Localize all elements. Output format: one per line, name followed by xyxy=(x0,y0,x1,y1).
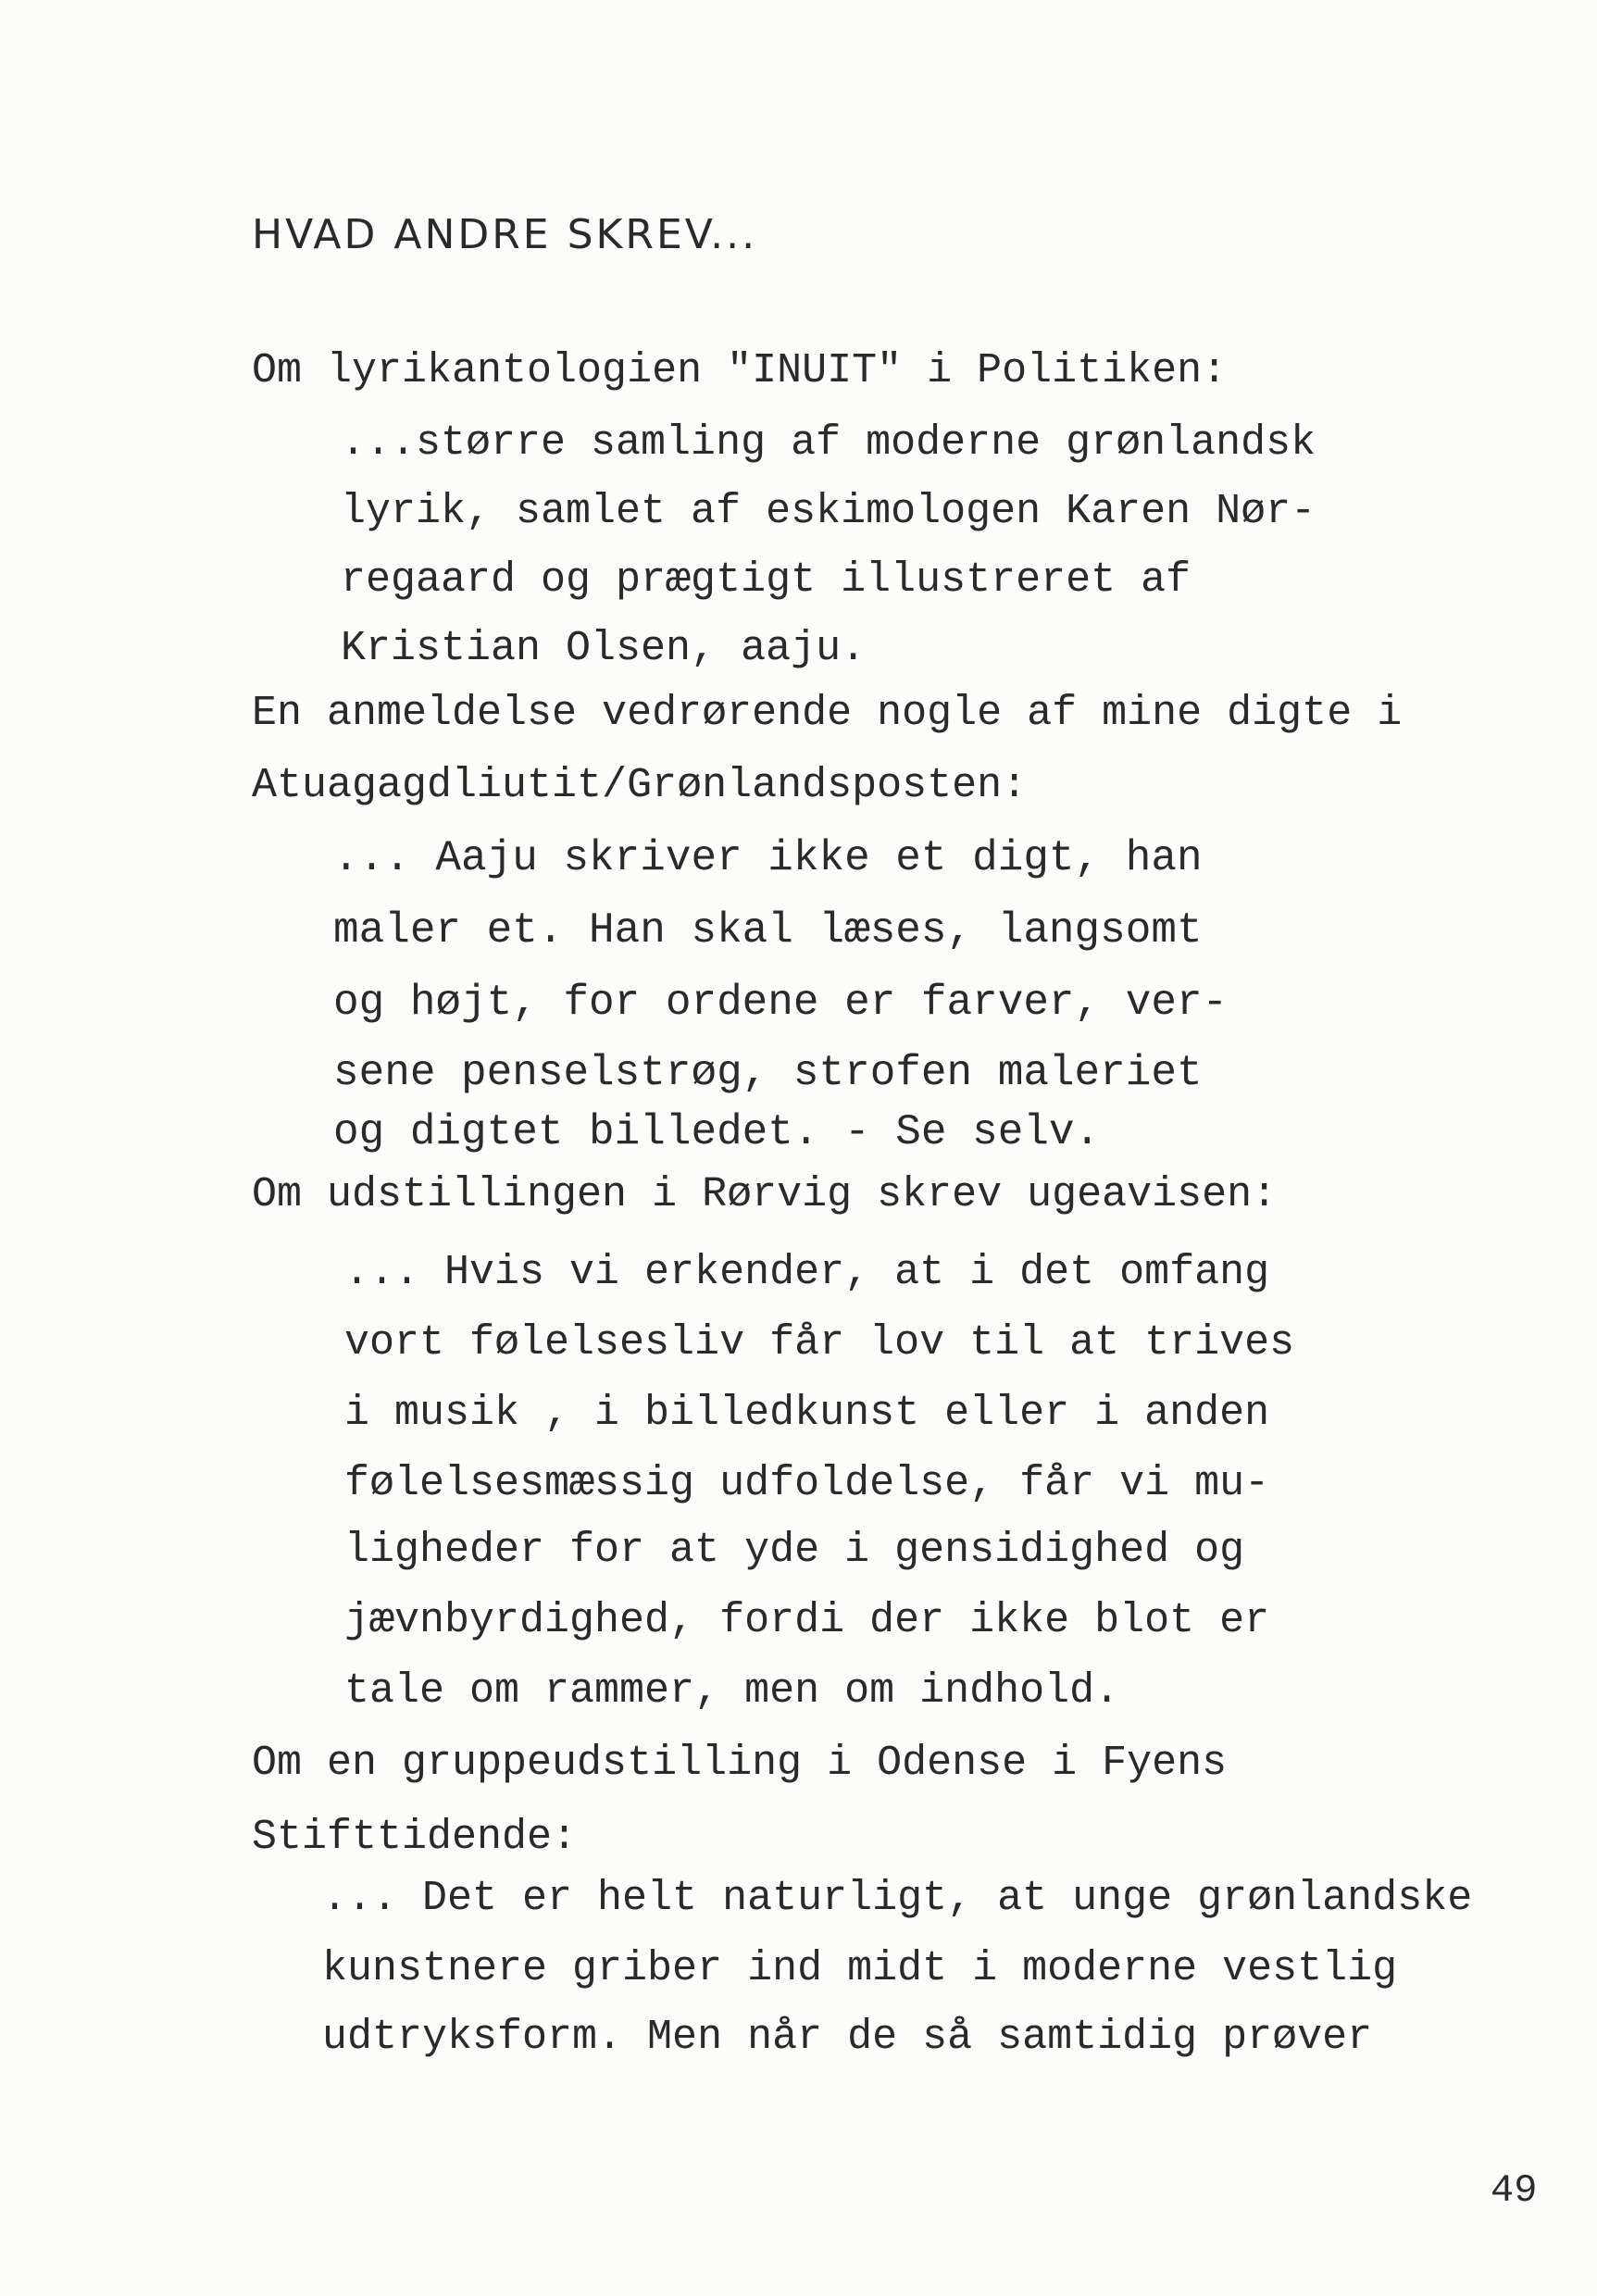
intro-line: Om udstillingen i Rørvig skrev ugeavisen: xyxy=(252,1171,1278,1218)
quote-line: og digtet billedet. - Se selv. xyxy=(333,1108,1101,1156)
page-number: 49 xyxy=(1491,2168,1538,2213)
intro-line: Atuagagdliutit/Grønlandsposten: xyxy=(252,762,1028,809)
quote-line: tale om rammer, men om indhold. xyxy=(344,1667,1120,1715)
quote-line: regaard og prægtigt illustreret af xyxy=(341,556,1192,604)
quote-line: Kristian Olsen, aaju. xyxy=(341,625,867,672)
intro-line: Om lyrikantologien "INUIT" i Politiken: xyxy=(252,347,1228,394)
quote-line: kunstnere griber ind midt i moderne vestlig xyxy=(322,1945,1398,1992)
quote-line: og højt, for ordene er farver, ver- xyxy=(333,979,1229,1027)
quote-line: udtryksform. Men når de så samtidig prøver xyxy=(322,2014,1373,2061)
quote-line: jævnbyrdighed, fordi der ikke blot er xyxy=(344,1597,1270,1644)
quote-line: følelsesmæssig udfoldelse, får vi mu- xyxy=(344,1460,1270,1507)
quote-line: maler et. Han skal læses, langsomt xyxy=(333,906,1203,955)
page-heading: HVAD ANDRE SKREV... xyxy=(252,211,758,258)
intro-line: En anmeldelse vedrørende nogle af mine digte i xyxy=(252,690,1403,737)
intro-line: Stifttidende: xyxy=(252,1814,578,1861)
quote-line: ligheder for at yde i gensidighed og xyxy=(344,1527,1245,1574)
quote-line: ... Det er helt naturligt, at unge grønlandske xyxy=(322,1875,1473,1922)
quote-line: sene penselstrøg, strofen maleriet xyxy=(333,1049,1203,1097)
quote-line: ... Hvis vi erkender, at i det omfang xyxy=(344,1249,1270,1296)
quote-line: ... Aaju skriver ikke et digt, han xyxy=(333,834,1203,882)
quote-line: vort følelsesliv får lov til at trives xyxy=(344,1319,1295,1366)
quote-line: lyrik, samlet af eskimologen Karen Nør- xyxy=(341,488,1316,535)
quote-line: ...større samling af moderne grønlandsk xyxy=(341,419,1316,467)
intro-line: Om en gruppeudstilling i Odense i Fyens xyxy=(252,1740,1228,1787)
quote-line: i musik , i billedkunst eller i anden xyxy=(344,1390,1270,1437)
